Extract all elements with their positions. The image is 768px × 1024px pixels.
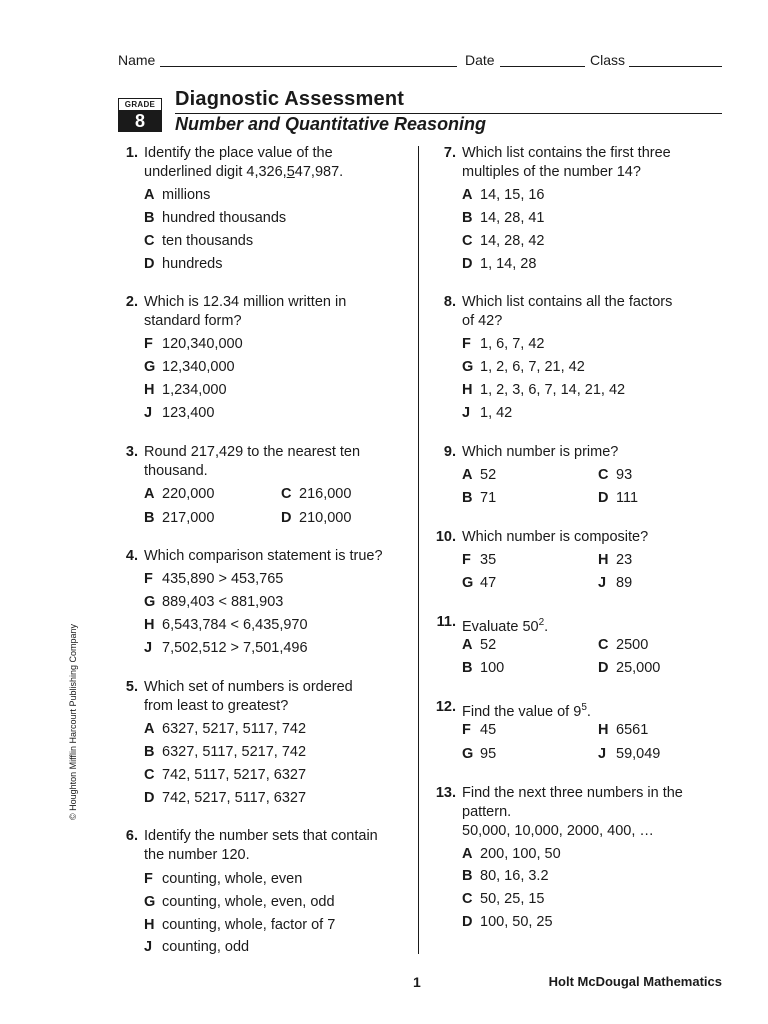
answer-option-f[interactable]: F 435,890 > 453,765: [144, 571, 284, 587]
answer-option-d[interactable]: D 25,000: [598, 660, 661, 676]
answer-option-c[interactable]: C 50, 25, 15: [462, 891, 545, 907]
answer-option-a[interactable]: A 200, 100, 50: [462, 846, 561, 862]
grade-number: 8: [118, 111, 162, 132]
class-field[interactable]: [629, 66, 722, 67]
answer-option-c[interactable]: C 14, 28, 42: [462, 233, 545, 249]
question-text: underlined digit 4,326,547,987.: [144, 164, 344, 180]
question-number: 2.: [125, 294, 138, 310]
answer-option-b[interactable]: B 100: [462, 660, 505, 676]
answer-option-h[interactable]: H counting, whole, factor of 7: [144, 917, 336, 933]
answer-option-c[interactable]: C 216,000: [281, 486, 352, 502]
answer-option-g[interactable]: G 1, 2, 6, 7, 21, 42: [462, 359, 585, 375]
class-label: Class: [590, 52, 626, 68]
date-label: Date: [465, 52, 495, 68]
name-label: Name: [118, 52, 156, 68]
underlined-digit: 5: [286, 164, 295, 180]
answer-option-a[interactable]: A millions: [144, 187, 211, 203]
question-number: 8.: [443, 294, 456, 310]
grade-badge: [118, 98, 162, 132]
question-number: 4.: [125, 548, 138, 564]
question-text: Which is 12.34 million written in: [144, 294, 347, 310]
answer-option-f[interactable]: F 1, 6, 7, 42: [462, 336, 545, 352]
question-text: Which number is prime?: [462, 444, 619, 460]
question-text: Which comparison statement is true?: [144, 548, 383, 564]
answer-option-a[interactable]: A 6327, 5217, 5117, 742: [144, 721, 307, 737]
student-info-line: [118, 52, 722, 72]
question-text: the number 120.: [144, 847, 250, 863]
answer-option-g[interactable]: G 889,403 < 881,903: [144, 594, 284, 610]
answer-option-c[interactable]: C ten thousands: [144, 233, 254, 249]
answer-option-g[interactable]: G 12,340,000: [144, 359, 235, 375]
answer-option-d[interactable]: D 111: [598, 490, 639, 506]
answer-option-a[interactable]: A 220,000: [144, 486, 215, 502]
question-number: 12.: [435, 699, 456, 715]
page-number: 1: [413, 974, 421, 990]
answer-option-h[interactable]: H 23: [598, 552, 633, 568]
answer-option-b[interactable]: B 71: [462, 490, 497, 506]
question-text: from least to greatest?: [144, 698, 289, 714]
answer-option-f[interactable]: F counting, whole, even: [144, 871, 303, 887]
question-text: Round 217,429 to the nearest ten: [144, 444, 361, 460]
answer-option-b[interactable]: B 217,000: [144, 510, 215, 526]
question-number: 13.: [435, 785, 456, 801]
question-text: Which number is composite?: [462, 529, 649, 545]
answer-option-j[interactable]: J 123,400: [144, 405, 215, 421]
answer-option-c[interactable]: C 742, 5117, 5217, 6327: [144, 767, 307, 783]
question-text: Find the value of $9^5$.: [462, 702, 591, 720]
answer-option-a[interactable]: A 52: [462, 467, 497, 483]
answer-option-a[interactable]: A 52: [462, 637, 497, 653]
answer-option-j[interactable]: J 7,502,512 > 7,501,496: [144, 640, 308, 656]
question-text: Identify the place value of the: [144, 145, 333, 161]
question-number: 5.: [125, 679, 138, 695]
answer-option-c[interactable]: C 2500: [598, 637, 649, 653]
question-text: Which list contains the first three: [462, 145, 671, 161]
answer-option-h[interactable]: H 6561: [598, 722, 649, 738]
answer-option-d[interactable]: D 100, 50, 25: [462, 914, 553, 930]
answer-option-a[interactable]: A 14, 15, 16: [462, 187, 545, 203]
question-text: Which list contains all the factors: [462, 294, 673, 310]
answer-option-b[interactable]: B hundred thousands: [144, 210, 287, 226]
answer-option-j[interactable]: J 89: [598, 575, 633, 591]
question-text: Identify the number sets that contain: [144, 828, 378, 844]
answer-option-b[interactable]: B 80, 16, 3.2: [462, 868, 549, 884]
answer-option-h[interactable]: H 1,234,000: [144, 382, 227, 398]
answer-option-d[interactable]: D 742, 5217, 5117, 6327: [144, 790, 307, 806]
question-text: thousand.: [144, 463, 208, 479]
publisher-name: Holt McDougal Mathematics: [548, 974, 722, 989]
date-field[interactable]: [500, 66, 585, 67]
answer-option-h[interactable]: H 6,543,784 < 6,435,970: [144, 617, 308, 633]
question-text: standard form?: [144, 313, 242, 329]
question-text: of 42?: [462, 313, 503, 329]
answer-option-g[interactable]: G 95: [462, 746, 497, 762]
question-number: 11.: [436, 614, 456, 630]
exponent: 5: [581, 702, 587, 713]
answer-option-f[interactable]: F 45: [462, 722, 497, 738]
exponent: 2: [538, 617, 545, 628]
question-number: 3.: [125, 444, 138, 460]
answer-option-b[interactable]: B 6327, 5117, 5217, 742: [144, 744, 307, 760]
answer-option-d[interactable]: D hundreds: [144, 256, 223, 272]
answer-option-j[interactable]: J counting, odd: [144, 939, 250, 955]
page-subtitle: Number and Quantitative Reasoning: [175, 114, 487, 134]
answer-option-g[interactable]: G counting, whole, even, odd: [144, 894, 335, 910]
answer-option-b[interactable]: B 14, 28, 41: [462, 210, 545, 226]
answer-option-j[interactable]: J 1, 42: [462, 405, 513, 421]
number-pattern: 50,000, 10,000, 2000, 400, …: [462, 823, 654, 839]
question-number: 1.: [125, 145, 138, 161]
name-field[interactable]: [160, 66, 457, 67]
answer-option-d[interactable]: D 1, 14, 28: [462, 256, 537, 272]
question-text: Find the next three numbers in the: [462, 785, 683, 801]
question-text: multiples of the number 14?: [462, 164, 641, 180]
question-text: Which set of numbers is ordered: [144, 679, 353, 695]
answer-option-f[interactable]: F 35: [462, 552, 497, 568]
answer-option-g[interactable]: G 47: [462, 575, 497, 591]
question-number: 9.: [443, 444, 456, 460]
question-text: Evaluate $50^2$.: [462, 617, 549, 635]
answer-option-h[interactable]: H 1, 2, 3, 6, 7, 14, 21, 42: [462, 382, 626, 398]
grade-label: GRADE: [118, 98, 162, 111]
question-number: 7.: [443, 145, 456, 161]
question-text: pattern.: [462, 804, 512, 820]
answer-option-j[interactable]: J 59,049: [598, 746, 661, 762]
answer-option-f[interactable]: F 120,340,000: [144, 336, 243, 352]
page-title: Diagnostic Assessment: [175, 88, 405, 110]
copyright-notice: © Houghton Mifflin Harcourt Publishing Company: [68, 623, 78, 820]
answer-option-c[interactable]: C 93: [598, 467, 633, 483]
question-number: 6.: [125, 828, 138, 844]
column-divider: [418, 146, 419, 954]
question-number: 10.: [435, 529, 456, 545]
answer-option-d[interactable]: D 210,000: [281, 510, 352, 526]
